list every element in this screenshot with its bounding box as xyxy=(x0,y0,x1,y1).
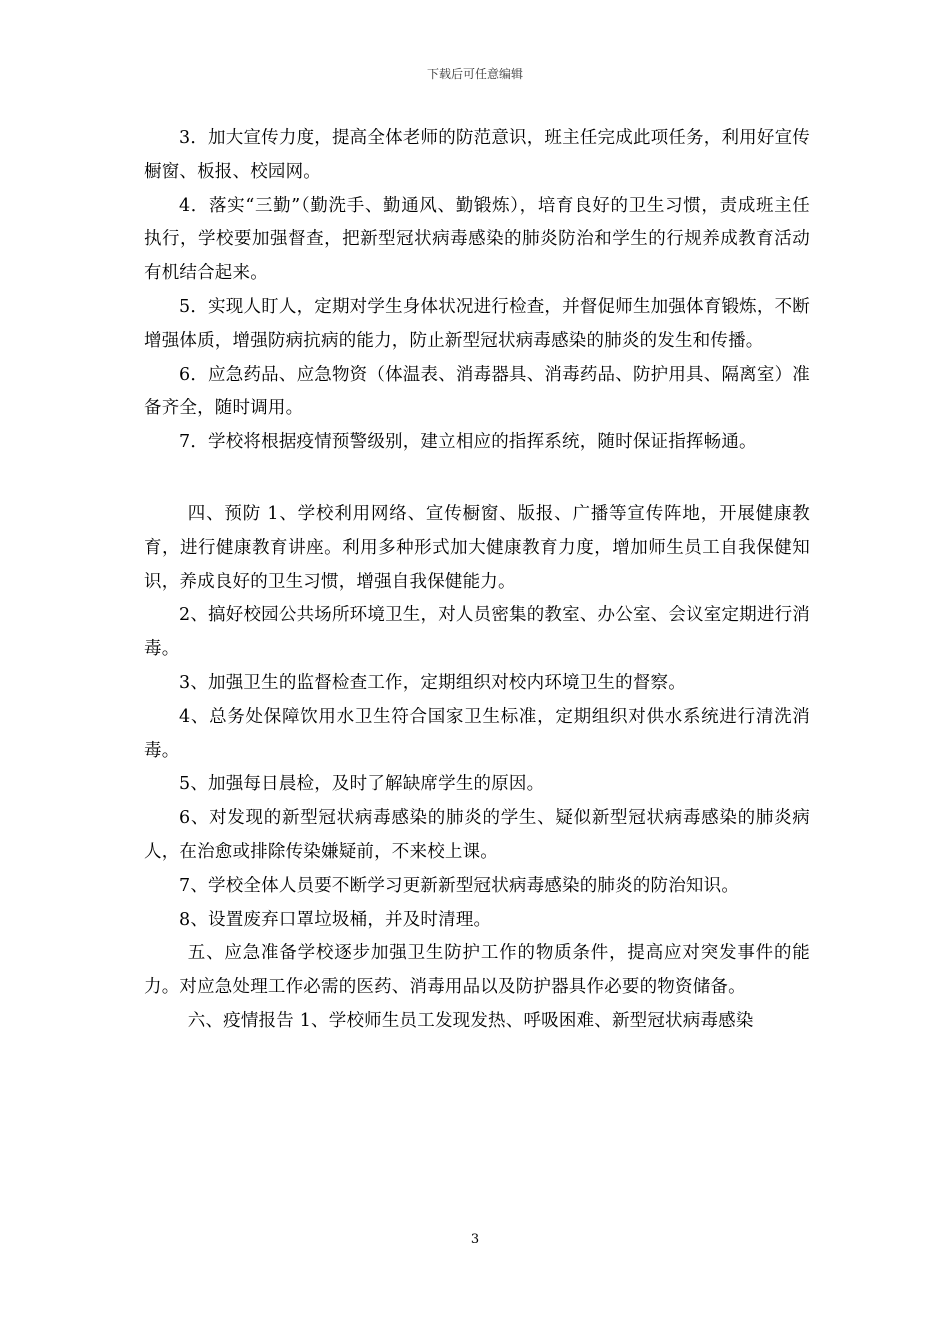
paragraph-item-7: 7．学校将根据疫情预警级别，建立相应的指挥系统，随时保证指挥畅通。 xyxy=(179,432,757,453)
paragraph-item-5: 5．实现人盯人，定期对学生身体状况进行检查，并督促师生加强体育锻炼，不断增强体质，增强防病抗病的能力，防止新型冠状病毒感染的肺炎的发生和传播。 xyxy=(144,296,810,351)
prevention-item-4: 4、总务处保障饮用水卫生符合国家卫生标准，定期组织对供水系统进行清洗消毒。 xyxy=(144,706,810,761)
section-spacer xyxy=(144,460,810,498)
page-number: 3 xyxy=(470,1232,480,1247)
prevention-item-8: 8、设置废弃口罩垃圾桶，并及时清理。 xyxy=(179,909,492,930)
page-header: 下载后可任意编辑 xyxy=(426,67,523,81)
paragraph-item-3: 3．加大宣传力度，提高全体老师的防范意识，班主任完成此项任务，利用好宣传橱窗、板报、校园网。 xyxy=(144,128,810,182)
section-prevention: 四、预防 1、学校利用网络、宣传橱窗、版报、广播等宣传阵地，开展健康教育，进行健康教育讲座。利用多种形式加大健康教育力度，增加师生员工自我保健知识，养成良好的卫生习惯，增强自我保健能力。 xyxy=(144,503,810,592)
section-epidemic-report: 六、疫情报告 1、学校师生员工发现发热、呼吸困难、新型冠状病毒感染 xyxy=(187,1010,754,1031)
prevention-item-3: 3、加强卫生的监督检查工作，定期组织对校内环境卫生的督察。 xyxy=(179,672,686,693)
prevention-item-5: 5、加强每日晨检，及时了解缺席学生的原因。 xyxy=(179,774,545,795)
document-body xyxy=(144,122,810,1039)
paragraph-item-4: 4．落实“三勤”（勤洗手、勤通风、勤锻炼），培育良好的卫生习惯，责成班主任执行，学校要加强督查，把新型冠状病毒感染的肺炎防治和学生的行规养成教育活动有机结合起来。 xyxy=(144,195,810,284)
prevention-item-2: 2、搞好校园公共场所环境卫生，对人员密集的教室、办公室、会议室定期进行消毒。 xyxy=(144,605,810,660)
section-emergency-preparation: 五、应急准备学校逐步加强卫生防护工作的物质条件，提高应对突发事件的能力。对应急处理工作必需的医药、消毒用品以及防护器具作必要的物资储备。 xyxy=(144,943,810,998)
prevention-item-6: 6、对发现的新型冠状病毒感染的肺炎的学生、疑似新型冠状病毒感染的肺炎病人，在治愈或排除传染嫌疑前，不来校上课。 xyxy=(144,808,810,862)
prevention-item-7: 7、学校全体人员要不断学习更新新型冠状病毒感染的肺炎的防治知识。 xyxy=(179,875,740,896)
paragraph-item-6: 6．应急药品、应急物资（体温表、消毒器具、消毒药品、防护用具、隔离室）准备齐全，随时调用。 xyxy=(144,364,810,419)
